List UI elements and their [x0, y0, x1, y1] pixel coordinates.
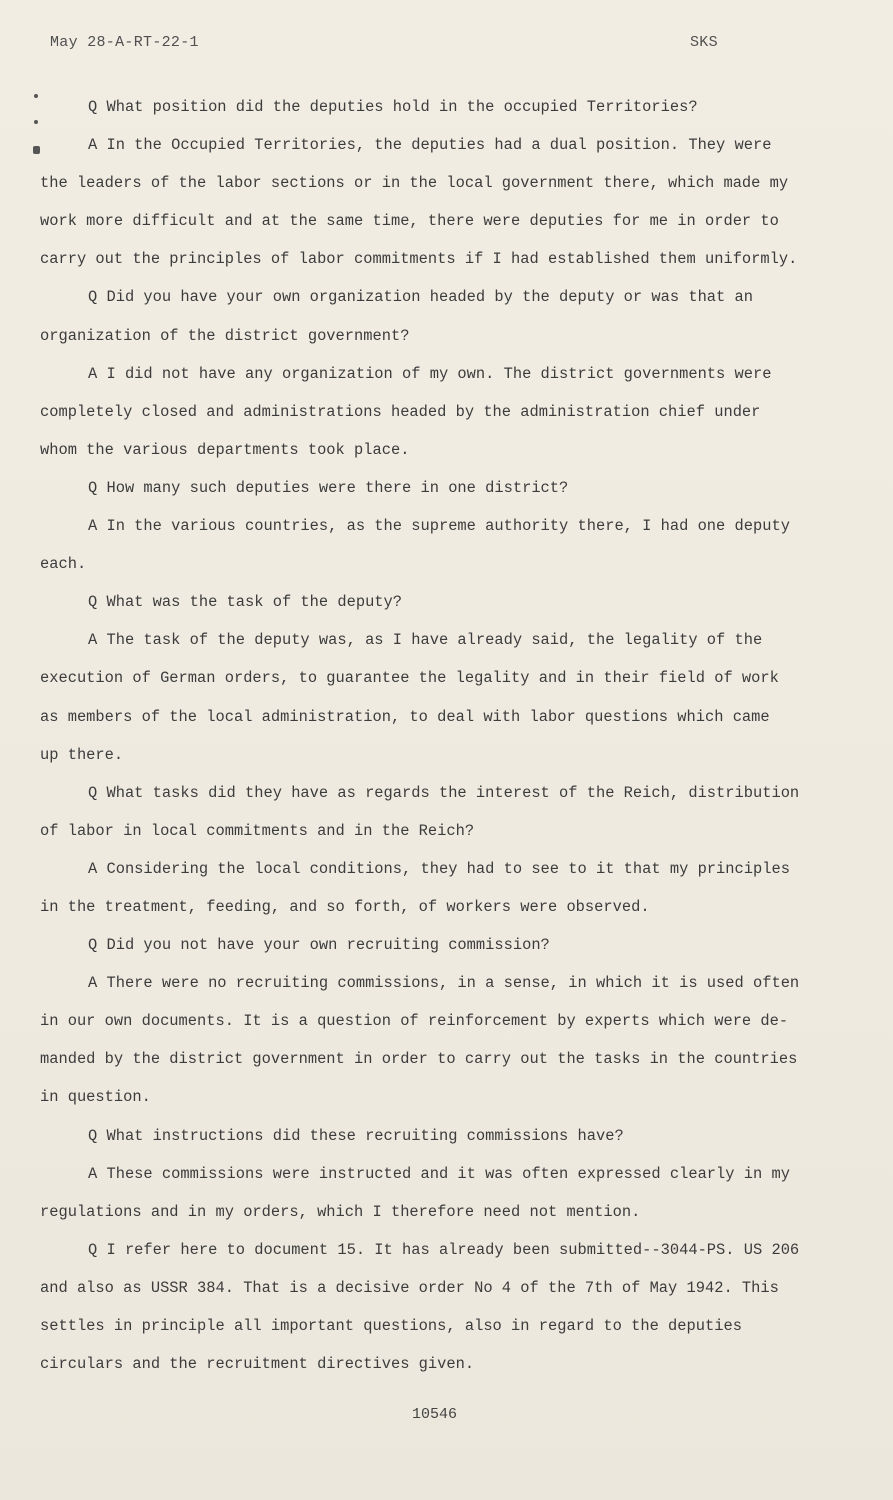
transcript-line: carry out the principles of labor commitments if I had established them uniformly. [40, 250, 798, 269]
transcript-line: Q What position did the deputies hold in the occupied Territories? [88, 98, 698, 116]
transcript-line: each. [40, 555, 87, 574]
transcript-line: A In the Occupied Territories, the deputies had a dual position. They were [88, 136, 772, 155]
transcript-line: as members of the local administration, to deal with labor questions which came [40, 707, 770, 726]
header-reference: May 28-A-RT-22-1 [50, 34, 199, 51]
transcript-line: A I did not have any organization of my own. The district governments were [88, 364, 772, 383]
transcript-line: the leaders of the labor sections or in the local government there, which made my [40, 174, 789, 193]
transcript-line: and also as USSR 384. That is a decisive order No 4 of the 7th of May 1942. This [40, 1278, 779, 1297]
transcript-line: Q I refer here to document 15. It has already been submitted--3044-PS. US 206 [88, 1240, 800, 1259]
transcript-line: settles in principle all important questions, also in regard to the deputies [40, 1317, 742, 1335]
transcript-line: Q What instructions did these recruiting commissions have? [88, 1126, 624, 1145]
transcript-line: A There were no recruiting commissions, in a sense, in which it is used often [88, 974, 800, 993]
transcript-line: execution of German orders, to guarantee the legality and in their field of work [40, 669, 779, 688]
header-initials: SKS [690, 34, 718, 51]
transcript-line: Q How many such deputies were there in one district? [88, 478, 569, 497]
transcript-line: circulars and the recruitment directives given. [40, 1355, 475, 1374]
transcript-line: Q What tasks did they have as regards the interest of the Reich, distribution [88, 783, 800, 802]
transcript-line: in our own documents. It is a question of reinforcement by experts which were de- [40, 1012, 789, 1031]
transcript-line: work more difficult and at the same time, there were deputies for me in order to [40, 212, 779, 231]
transcript-line: manded by the district government in order to carry out the tasks in the countries [40, 1050, 798, 1069]
page-number: 10546 [412, 1406, 458, 1423]
margin-dot [34, 94, 38, 98]
transcript-line: whom the various departments took place. [40, 440, 410, 459]
transcript-line: organization of the district government? [40, 326, 410, 345]
transcript-line: A These commissions were instructed and it was often expressed clearly in my [88, 1164, 790, 1183]
transcript-line: completely closed and administrations headed by the administration chief under [40, 402, 761, 421]
transcript-line: Q What was the task of the deputy? [88, 593, 403, 612]
margin-dot [34, 120, 38, 124]
transcript-line: of labor in local commitments and in the Reich? [40, 821, 475, 840]
margin-dot [33, 146, 40, 154]
transcript-line: up there. [40, 745, 124, 764]
transcript-line: A In the various countries, as the supreme authority there, I had one deputy [88, 517, 790, 536]
transcript-line: in question. [40, 1088, 151, 1107]
transcript-line: in the treatment, feeding, and so forth, of workers were observed. [40, 897, 650, 916]
transcript-line: Q Did you have your own organization headed by the deputy or was that an [88, 288, 753, 307]
transcript-body [40, 88, 840, 1383]
transcript-line: regulations and in my orders, which I therefore need not mention. [40, 1202, 641, 1221]
transcript-line: Q Did you not have your own recruiting commission? [88, 936, 550, 955]
transcript-line: A The task of the deputy was, as I have already said, the legality of the [88, 631, 763, 650]
transcript-line: A Considering the local conditions, they had to see to it that my principles [88, 859, 790, 878]
